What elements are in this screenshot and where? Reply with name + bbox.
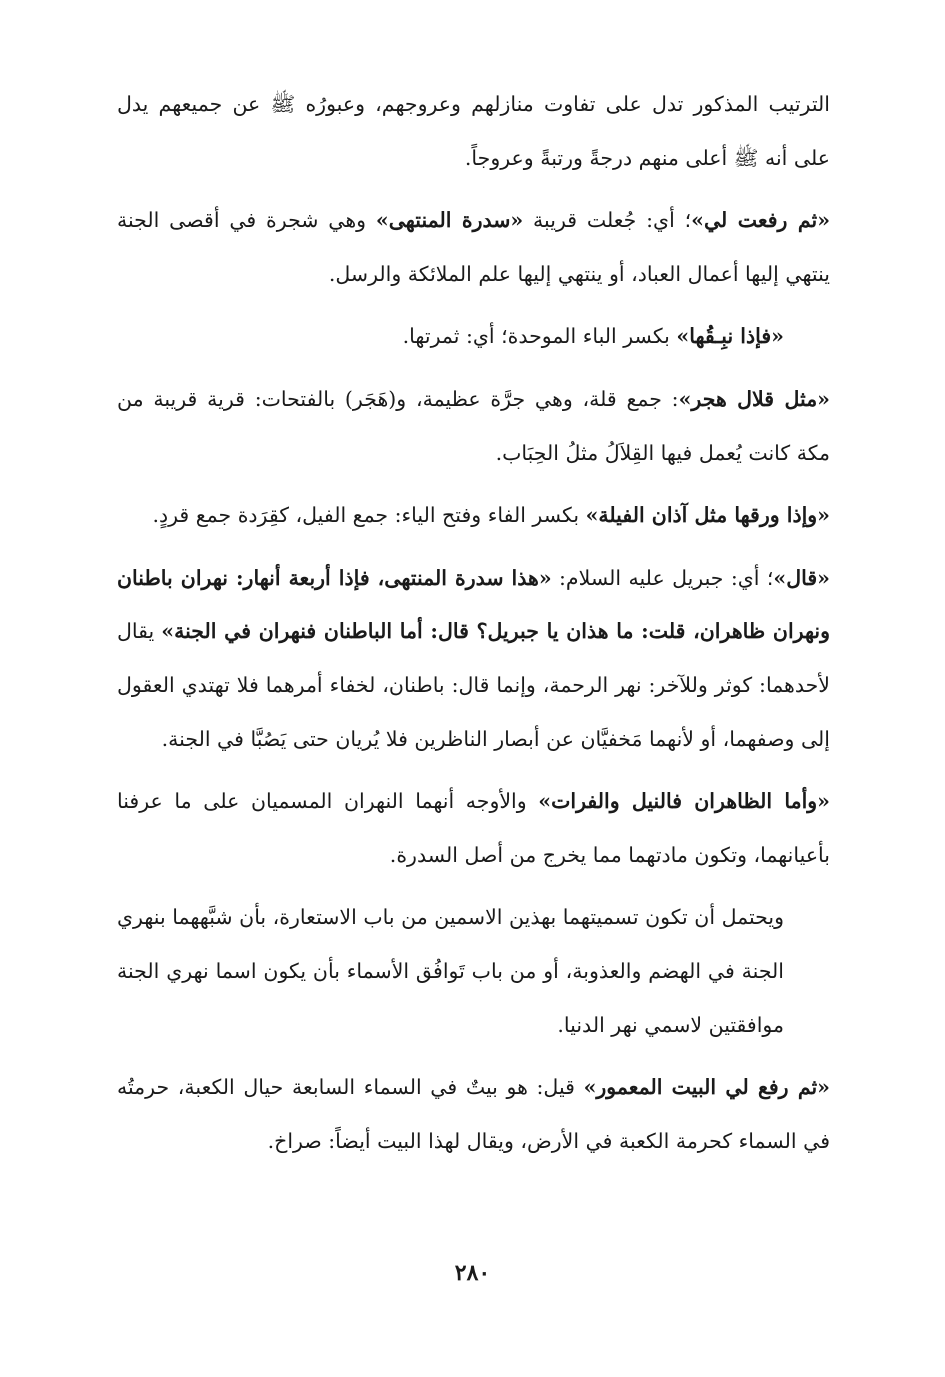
- quote-segment: «هذا سدرة المنتهى، فإذا أربعة أنهار: نهران باطنان ونهران ظاهران، قلت: ما هذان يا جبريل؟ قال: أما الباطنان فنهران في الجنة»: [117, 565, 831, 644]
- body-text: [117, 78, 830, 1177]
- paragraph-3: [117, 310, 830, 364]
- paragraph-2: [117, 194, 830, 301]
- page-number: ٢٨٠: [454, 1260, 491, 1286]
- quote-segment: «مثل قلال هجر»: [678, 386, 830, 411]
- quote-segment: «وإذا ورقها مثل آذان الفيلة»: [585, 503, 830, 528]
- text-segment: والأوجه أنهما النهران المسميان على ما عرفنا بأعيانهما، وتكون مادتهما مما يخرج من أصل السدرة.: [117, 789, 830, 867]
- paragraph-5: [117, 489, 830, 543]
- quote-segment: «وأما الظاهران فالنيل والفرات»: [538, 789, 830, 814]
- paragraph-6: [117, 552, 830, 766]
- text-segment: قيل: هو بيتٌ في السماء السابعة حيال الكعبة، حرمتُه في السماء كحرمة الكعبة في الأرض، ويقال لهذا البيت أيضاً: صراخ.: [117, 1075, 830, 1153]
- quote-segment: «قال»: [773, 565, 830, 590]
- paragraph-8: [117, 891, 830, 1052]
- quote-segment: «سدرة المنتهى»: [375, 208, 524, 233]
- paragraph-7: [117, 775, 830, 882]
- text-segment: ويحتمل أن تكون تسميتهما بهذين الاسمين من باب الاستعارة، بأن شبَّههما بنهري الجنة في الهضم والعذوبة، أو من باب تَوافُق الأسماء بأن يكون اسما نهري الجنة موافقتين لاسمي نهر الدنيا.: [117, 905, 784, 1037]
- text-segment: ؛ أي: جبريل عليه السلام:: [551, 565, 774, 590]
- text-segment: الترتيب المذكور تدل على تفاوت منازلهم وعروجهم، وعبورُه ﷺ عن جميعهم يدل على أنه ﷺ أعلى منهم درجةً ورتبةً وعروجاً.: [117, 92, 830, 170]
- text-segment: بكسر الفاء وفتح الياء: جمع الفيل، كقِرَدة جمع قردٍ.: [152, 503, 586, 528]
- paragraph-9: [117, 1061, 830, 1168]
- quote-segment: «فإذا نبِـقُها»: [676, 324, 784, 349]
- text-segment: يقال لأحدهما: كوثر وللآخر: نهر الرحمة، وإنما قال: باطنان، لخفاء أمرهما فلا تهتدي العقول إلى وصفهما، أو لأنهما مَخفيَّان عن أبصار الناظرين فلا يُريان حتى يَصُبَّا في الجنة.: [117, 619, 830, 751]
- text-segment: بكسر الباء الموحدة؛ أي: ثمرتها.: [402, 324, 677, 349]
- text-segment: وهي شجرة في أقصى الجنة ينتهي إليها أعمال العباد، أو ينتهي إليها علم الملائكة والرسل.: [117, 208, 830, 286]
- text-segment: : جمع قلة، وهي جرَّة عظيمة، و(هَجَر) بالفتحات: قرية قريبة من مكة كانت يُعمل فيها القِلاَلُ مثلُ الحِبَاب.: [117, 386, 830, 465]
- quote-segment: «ثم رفعت لي»: [691, 208, 831, 233]
- quote-segment: «ثم رفع لي البيت المعمور»: [583, 1075, 830, 1100]
- paragraph-1: [117, 78, 830, 185]
- text-segment: ؛ أي: جُعلت قريبة: [523, 208, 692, 233]
- paragraph-4: [117, 373, 830, 480]
